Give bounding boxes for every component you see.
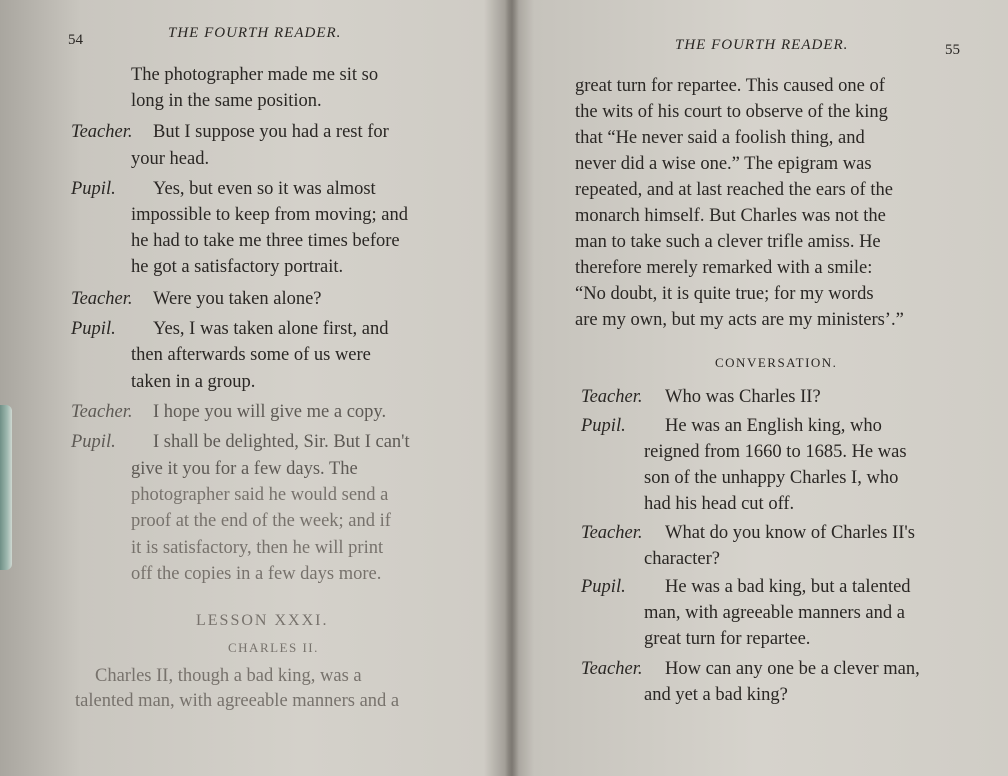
text-line: Who was Charles II? <box>665 387 821 407</box>
speaker-label: Teacher. <box>71 402 133 422</box>
text-line: taken in a group. <box>131 372 256 392</box>
text-line: I shall be delighted, Sir. But I can't <box>153 432 410 452</box>
text-line: give it you for a few days. The <box>131 459 358 479</box>
speaker-label: Teacher. <box>71 122 133 142</box>
lesson-subtitle: CHARLES II. <box>228 640 319 655</box>
text-line: off the copies in a few days more. <box>131 564 382 584</box>
text-line: the wits of his court to observe of the king <box>575 102 888 122</box>
text-line: man, with agreeable manners and a <box>644 603 905 623</box>
speaker-label: Pupil. <box>71 179 116 199</box>
text-line: He was a bad king, but a talented <box>665 577 911 597</box>
text-line: are my own, but my acts are my ministers’.” <box>575 310 904 330</box>
text-line: he got a satisfactory portrait. <box>131 257 344 277</box>
text-line: monarch himself. But Charles was not the <box>575 206 886 226</box>
speaker-label: Pupil. <box>71 319 116 339</box>
text-line: impossible to keep from moving; and <box>131 205 408 225</box>
text-line: Yes, I was taken alone first, and <box>153 319 389 339</box>
running-head: THE FOURTH READER. <box>168 25 342 41</box>
speaker-label: Pupil. <box>71 432 116 452</box>
section-heading: CONVERSATION. <box>715 355 838 370</box>
text-line: How can any one be a clever man, <box>665 659 920 679</box>
text-line: I hope you will give me a copy. <box>153 402 387 422</box>
text-line: it is satisfactory, then he will print <box>131 538 384 558</box>
text-line: What do you know of Charles II's <box>665 523 915 543</box>
text-line: had his head cut off. <box>644 494 795 514</box>
speaker-label: Teacher. <box>581 387 643 407</box>
text-line: reigned from 1660 to 1685. He was <box>644 442 907 462</box>
text-line: repeated, and at last reached the ears of the <box>575 180 893 200</box>
speaker-label: Teacher. <box>71 289 133 309</box>
text-line: photographer said he would send a <box>131 485 389 505</box>
text-line: But I suppose you had a rest for <box>153 122 389 142</box>
lesson-title: LESSON XXXI. <box>196 612 329 629</box>
speaker-label: Pupil. <box>581 577 626 597</box>
page-number: 55 <box>945 42 960 58</box>
text-line: The photographer made me sit so <box>131 65 379 85</box>
right-page <box>519 0 1008 776</box>
text-line: he had to take me three times before <box>131 231 400 251</box>
text-line: great turn for repartee. <box>644 629 811 649</box>
text-line: Yes, but even so it was almost <box>153 179 376 199</box>
text-line: your head. <box>131 149 210 169</box>
text-line: son of the unhappy Charles I, who <box>644 468 899 488</box>
text-line: “No doubt, it is quite true; for my words <box>575 284 874 304</box>
text-line: long in the same position. <box>131 91 322 111</box>
speaker-label: Teacher. <box>581 523 643 543</box>
text-line: great turn for repartee. This caused one of <box>575 76 885 96</box>
text-line: that “He never said a foolish thing, and <box>575 128 865 148</box>
page-number: 54 <box>68 32 83 48</box>
text-line: talented man, with agreeable manners and a <box>75 691 400 711</box>
running-head: THE FOURTH READER. <box>675 37 849 53</box>
text-line: then afterwards some of us were <box>131 345 371 365</box>
text-line: character? <box>644 549 720 569</box>
text-line: man to take such a clever trifle amiss. He <box>575 232 881 252</box>
text-line: and yet a bad king? <box>644 685 788 705</box>
text-line: Were you taken alone? <box>153 289 322 309</box>
text-line: never did a wise one.” The epigram was <box>575 154 872 174</box>
text-line: He was an English king, who <box>665 416 882 436</box>
book-gutter <box>505 0 519 776</box>
text-line: Charles II, though a bad king, was a <box>95 666 362 686</box>
speaker-label: Pupil. <box>581 416 626 436</box>
text-line: therefore merely remarked with a smile: <box>575 258 873 278</box>
text-line: proof at the end of the week; and if <box>131 511 391 531</box>
speaker-label: Teacher. <box>581 659 643 679</box>
